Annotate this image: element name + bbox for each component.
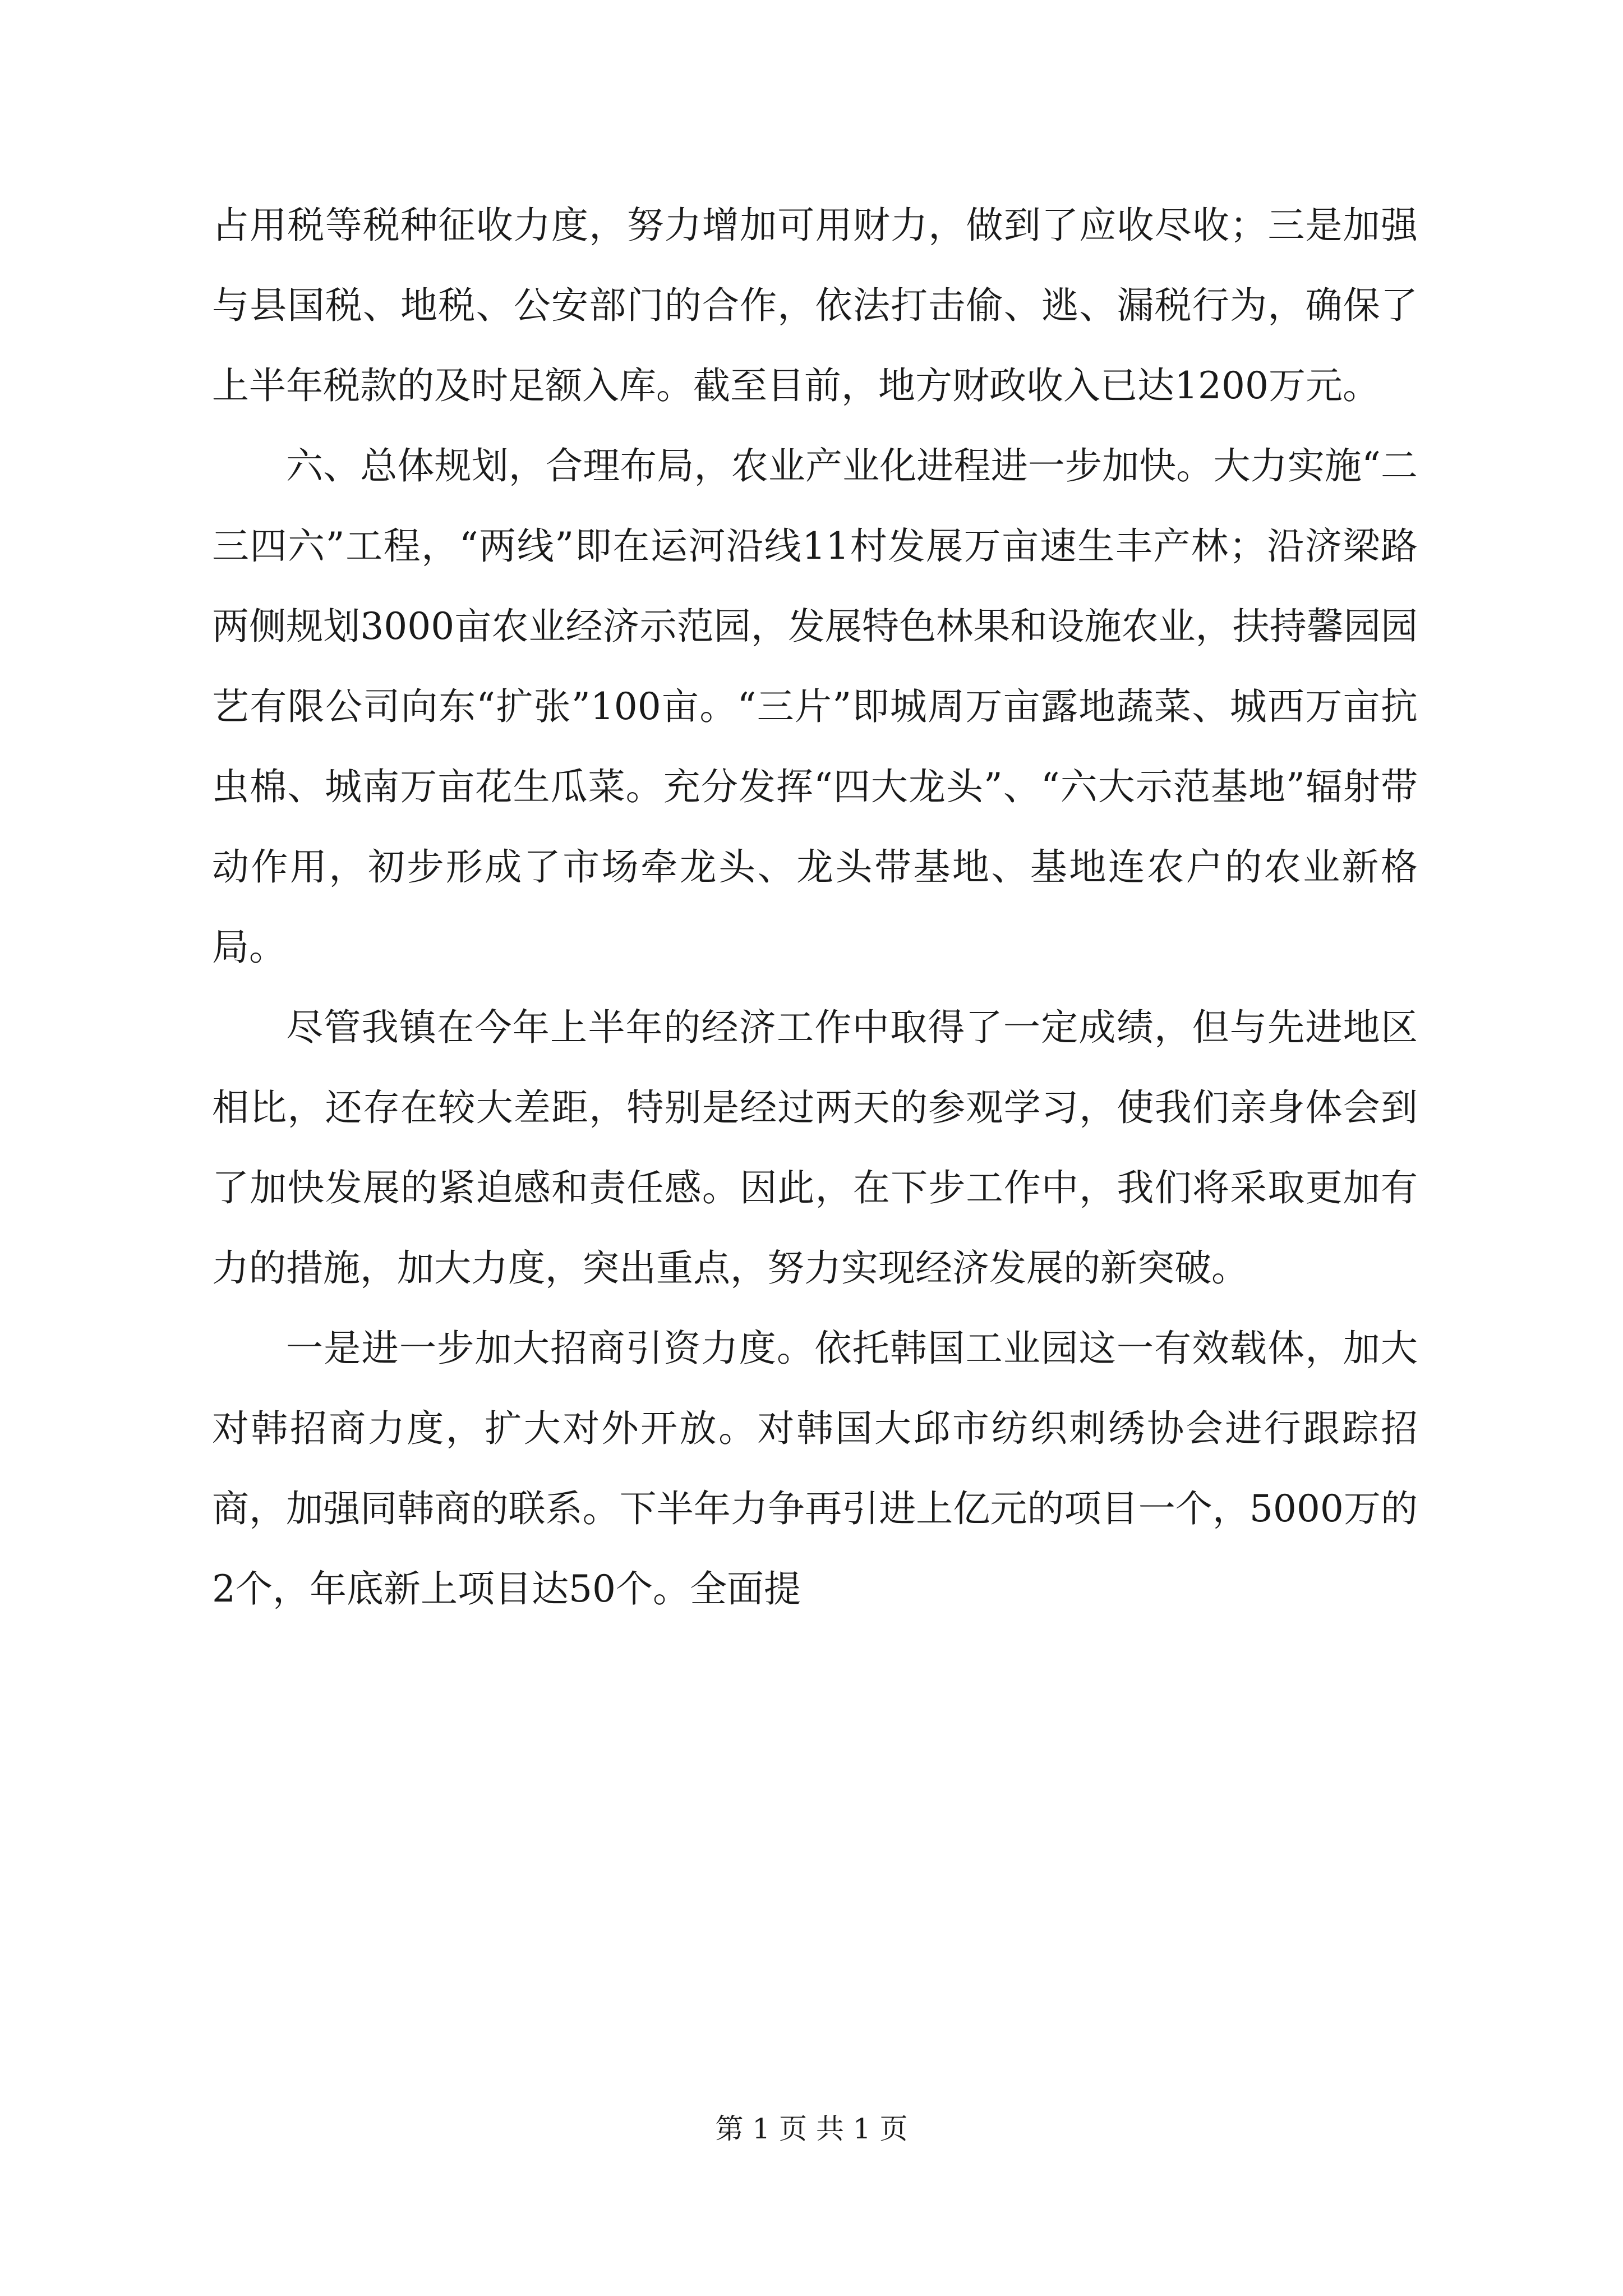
- paragraph-continuation: 占用税等税种征收力度，努力增加可用财力，做到了应收尽收；三是加强与县国税、地税、公安部门的合作，依法打击偷、逃、漏税行为，确保了上半年税款的及时足额入库。截至目前，地方财政收入已达1200万元。: [212, 204, 1418, 407]
- paragraph-summary: 尽管我镇在今年上半年的经济工作中取得了一定成绩，但与先进地区相比，还存在较大差距，特别是经过两天的参观学习，使我们亲身体会到了加快发展的紧迫感和责任感。因此，在下步工作中，我们将采取更加有力的措施，加大力度，突出重点，努力实现经济发展的新突破。: [212, 1006, 1418, 1290]
- paragraph-investment: 一是进一步加大招商引资力度。依托韩国工业园这一有效载体，加大对韩招商力度，扩大对外开放。对韩国大邱市纺织刺绣协会进行跟踪招商，加强同韩商的联系。下半年力争再引进上亿元的项目一个，5000万的2个，年底新上项目达50个。全面提: [212, 1327, 1418, 1611]
- page-footer: 第 1 页 共 1 页: [715, 2113, 908, 2145]
- document-body: [212, 185, 1418, 1629]
- paragraph-section-six: 六、总体规划，合理布局，农业产业化进程进一步加快。大力实施“二三四六”工程，“两线”即在运河沿线11村发展万亩速生丰产林；沿济梁路两侧规划3000亩农业经济示范园，发展特色林果和设施农业，扶持馨园园艺有限公司向东“扩张”100亩。“三片”即城周万亩露地蔬菜、城西万亩抗虫棉、城南万亩花生瓜菜。充分发挥“四大龙头”、“六大示范基地”辐射带动作用，初步形成了市场牵龙头、龙头带基地、基地连农户的农业新格局。: [212, 444, 1418, 969]
